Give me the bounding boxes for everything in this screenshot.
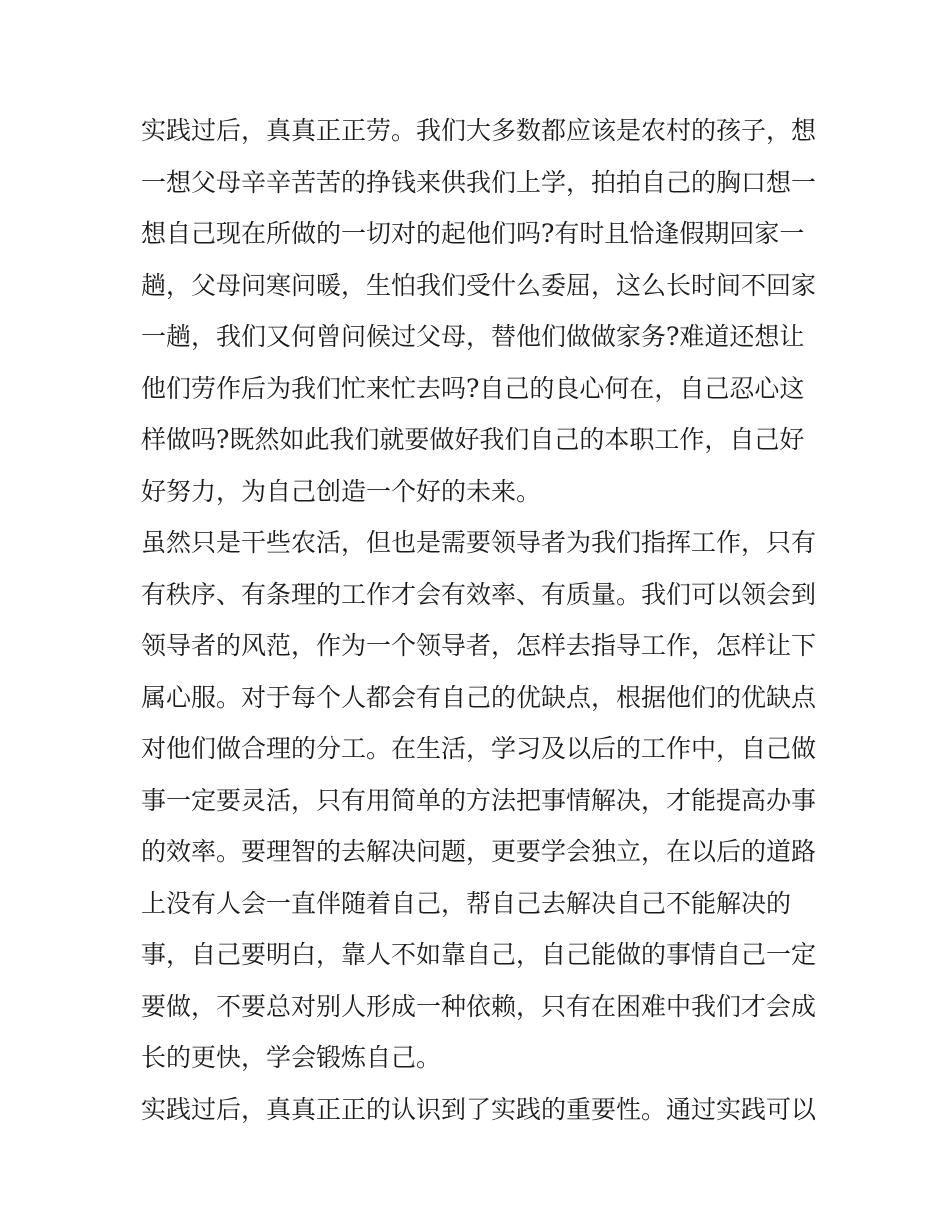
text-line: 一趟，我们又何曾问候过父母，替他们做做家务?难道还想让 — [141, 322, 805, 351]
text-line: 事一定要灵活，只有用简单的方法把事情解决，才能提高办事 — [141, 785, 817, 815]
text-line: 领导者的风范，作为一个领导者，怎样去指导工作，怎样让下 — [141, 631, 817, 660]
text-line: 长的更快，学会锻炼自己。 — [141, 1043, 442, 1072]
text-line: 实践过后，真真正正劳。我们大多数都应该是农村的孩子，想 — [141, 116, 817, 145]
text-line: 的效率。要理智的去解决问题，更要学会独立，在以后的道路 — [141, 837, 817, 866]
text-line: 一想父母辛辛苦苦的挣钱来供我们上学，拍拍自己的胸口想一 — [141, 167, 817, 197]
text-line: 事，自己要明白，靠人不如靠自己，自己能做的事情自己一定 — [141, 940, 817, 969]
text-line: 要做，不要总对别人形成一种依赖，只有在困难中我们才会成 — [141, 991, 817, 1021]
text-line: 趟，父母问寒问暖，生怕我们受什么委屈，这么长时间不回家 — [141, 270, 817, 300]
text-line: 虽然只是干些农活，但也是需要领导者为我们指挥工作，只有 — [141, 528, 817, 557]
text-line: 对他们做合理的分工。在生活，学习及以后的工作中，自己做 — [141, 734, 817, 763]
text-line: 有秩序、有条理的工作才会有效率、有质量。我们可以领会到 — [141, 579, 817, 609]
text-line: 好努力，为自己创造一个好的未来。 — [141, 476, 542, 506]
document-body — [141, 105, 817, 1135]
text-line: 他们劳作后为我们忙来忙去吗?自己的良心何在，自己忍心这 — [141, 373, 805, 403]
text-line: 上没有人会一直伴随着自己，帮自己去解决自己不能解决的 — [141, 888, 792, 918]
text-line: 样做吗?既然如此我们就要做好我们自己的本职工作，自己好 — [141, 425, 805, 454]
text-line: 想自己现在所做的一切对的起他们吗?有时且恰逢假期回家一 — [141, 219, 805, 248]
text-line: 实践过后，真真正正的认识到了实践的重要性。通过实践可以 — [141, 1094, 817, 1124]
text-line: 属心服。对于每个人都会有自己的优缺点，根据他们的优缺点 — [141, 682, 817, 712]
